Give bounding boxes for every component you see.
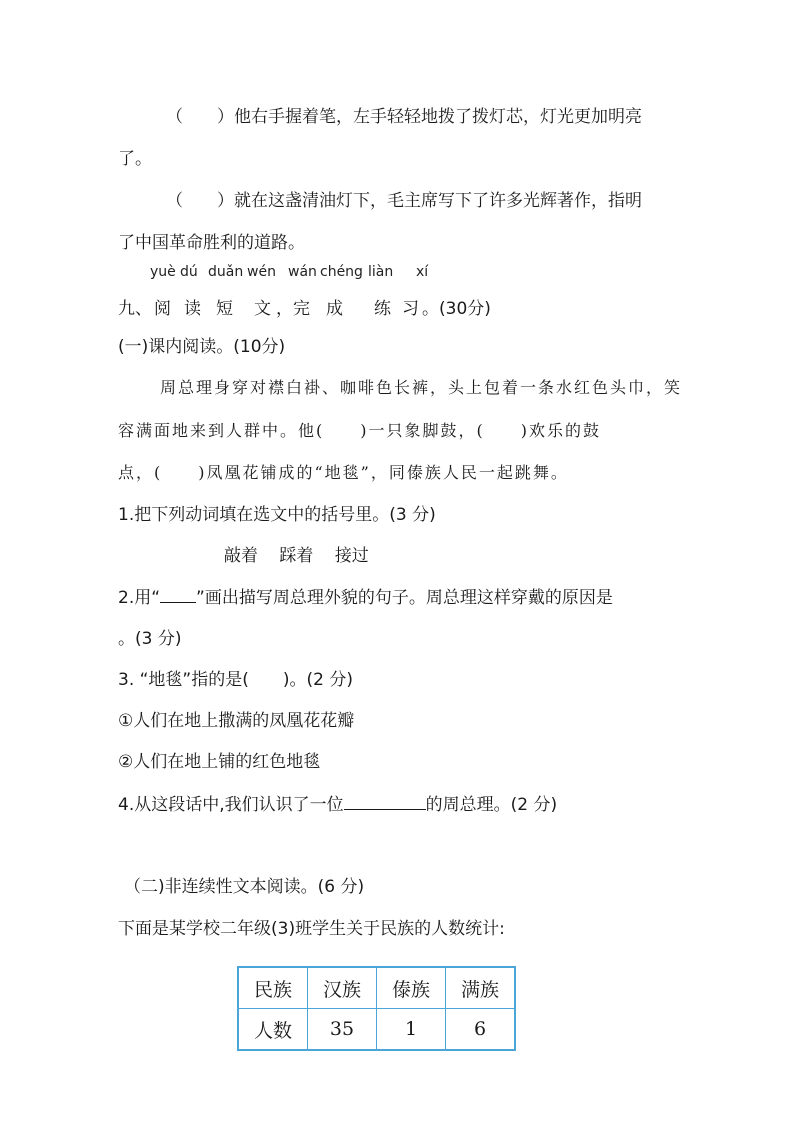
heading-char: 习 [402, 299, 419, 319]
pinyin: dú [180, 264, 198, 280]
sentence-2-line-1 [166, 190, 642, 212]
passage-line: 周总理身穿对襟白褂、咖啡色长裤，头上包着一条水红色头巾，笑 [160, 378, 683, 397]
verb-option: 踩着 [279, 546, 314, 566]
question-4: 4.从这段话中,我们认识了一位 的周总理。(2 分) [118, 795, 558, 815]
table-cell: 6 [446, 1009, 516, 1051]
heading-char: 成 [326, 299, 343, 319]
section-number: 九、 [118, 299, 152, 319]
ethnicity-table [237, 966, 516, 1051]
heading-char: 练 [374, 299, 391, 319]
heading-char: 读 [184, 299, 201, 319]
answer-paren: （ ） [166, 191, 234, 211]
pinyin: chéng [320, 264, 363, 280]
sentence-1-line-2: 了。 [118, 149, 152, 169]
pinyin: wén [247, 264, 276, 280]
sentence-2-line-2: 了中国革命胜利的道路。 [118, 233, 305, 253]
underline-sample [160, 586, 196, 603]
table-cell: 35 [308, 1009, 377, 1051]
sentence-text: 就在这盏清油灯下，毛主席写下了许多光辉著作，指明 [234, 191, 642, 211]
heading-char: 短 [216, 299, 233, 319]
question-3-option: ②人们在地上铺的红色地毯 [118, 752, 321, 772]
question-2: 2.用“ ”画出描写周总理外貌的句子。周总理这样穿戴的原因是 [118, 588, 613, 608]
pinyin: duǎn [208, 264, 244, 280]
pinyin: wán [288, 264, 317, 280]
pinyin: yuè [150, 264, 176, 280]
pinyin: xí [416, 264, 429, 280]
question-2-line-2: 。(3 分) [118, 629, 182, 649]
verb-options [224, 545, 369, 567]
table-cell: 汉族 [308, 967, 377, 1009]
answer-paren: （ ） [166, 107, 234, 127]
section-9-heading [118, 294, 538, 318]
sentence-text: 他右手握着笔，左手轻轻地拨了拨灯芯，灯光更加明亮 [234, 107, 642, 127]
part-2-heading: （二)非连续性文本阅读。(6 分) [124, 877, 365, 897]
verb-option: 敲着 [224, 546, 258, 566]
table-row [238, 967, 515, 1009]
verb-option: 接过 [334, 546, 369, 566]
question-1: 1.把下列动词填在选文中的括号里。(3 分) [118, 505, 436, 525]
answer-blank [344, 793, 426, 810]
sentence-1-line-1 [166, 106, 642, 128]
heading-char: 文 [254, 299, 271, 319]
question-3: 3. “地毯”指的是( )。(2 分) [118, 670, 353, 690]
table-cell: 人数 [238, 1009, 308, 1051]
section-score: 。(30分) [422, 299, 491, 319]
question-3-option: ①人们在地上撒满的凤凰花花瓣 [118, 711, 355, 731]
table-cell: 傣族 [377, 967, 446, 1009]
pinyin: liàn [368, 264, 394, 280]
table-cell: 1 [377, 1009, 446, 1051]
table-cell: 满族 [446, 967, 516, 1009]
part-1-heading: (一)课内阅读。(10分) [118, 337, 286, 357]
table-intro: 下面是某学校二年级(3)班学生关于民族的人数统计: [118, 919, 505, 939]
table-row [238, 1009, 515, 1051]
passage-line: 点，( )凤凰花铺成的“地毯”，同傣族人民一起跳舞。 [118, 463, 569, 482]
heading-char: 阅 [154, 299, 171, 319]
heading-char: ，完 [276, 299, 310, 319]
table-cell: 民族 [238, 967, 308, 1009]
passage-line: 容满面地来到人群中。他( )一只象脚鼓，( )欢乐的鼓 [118, 421, 601, 440]
